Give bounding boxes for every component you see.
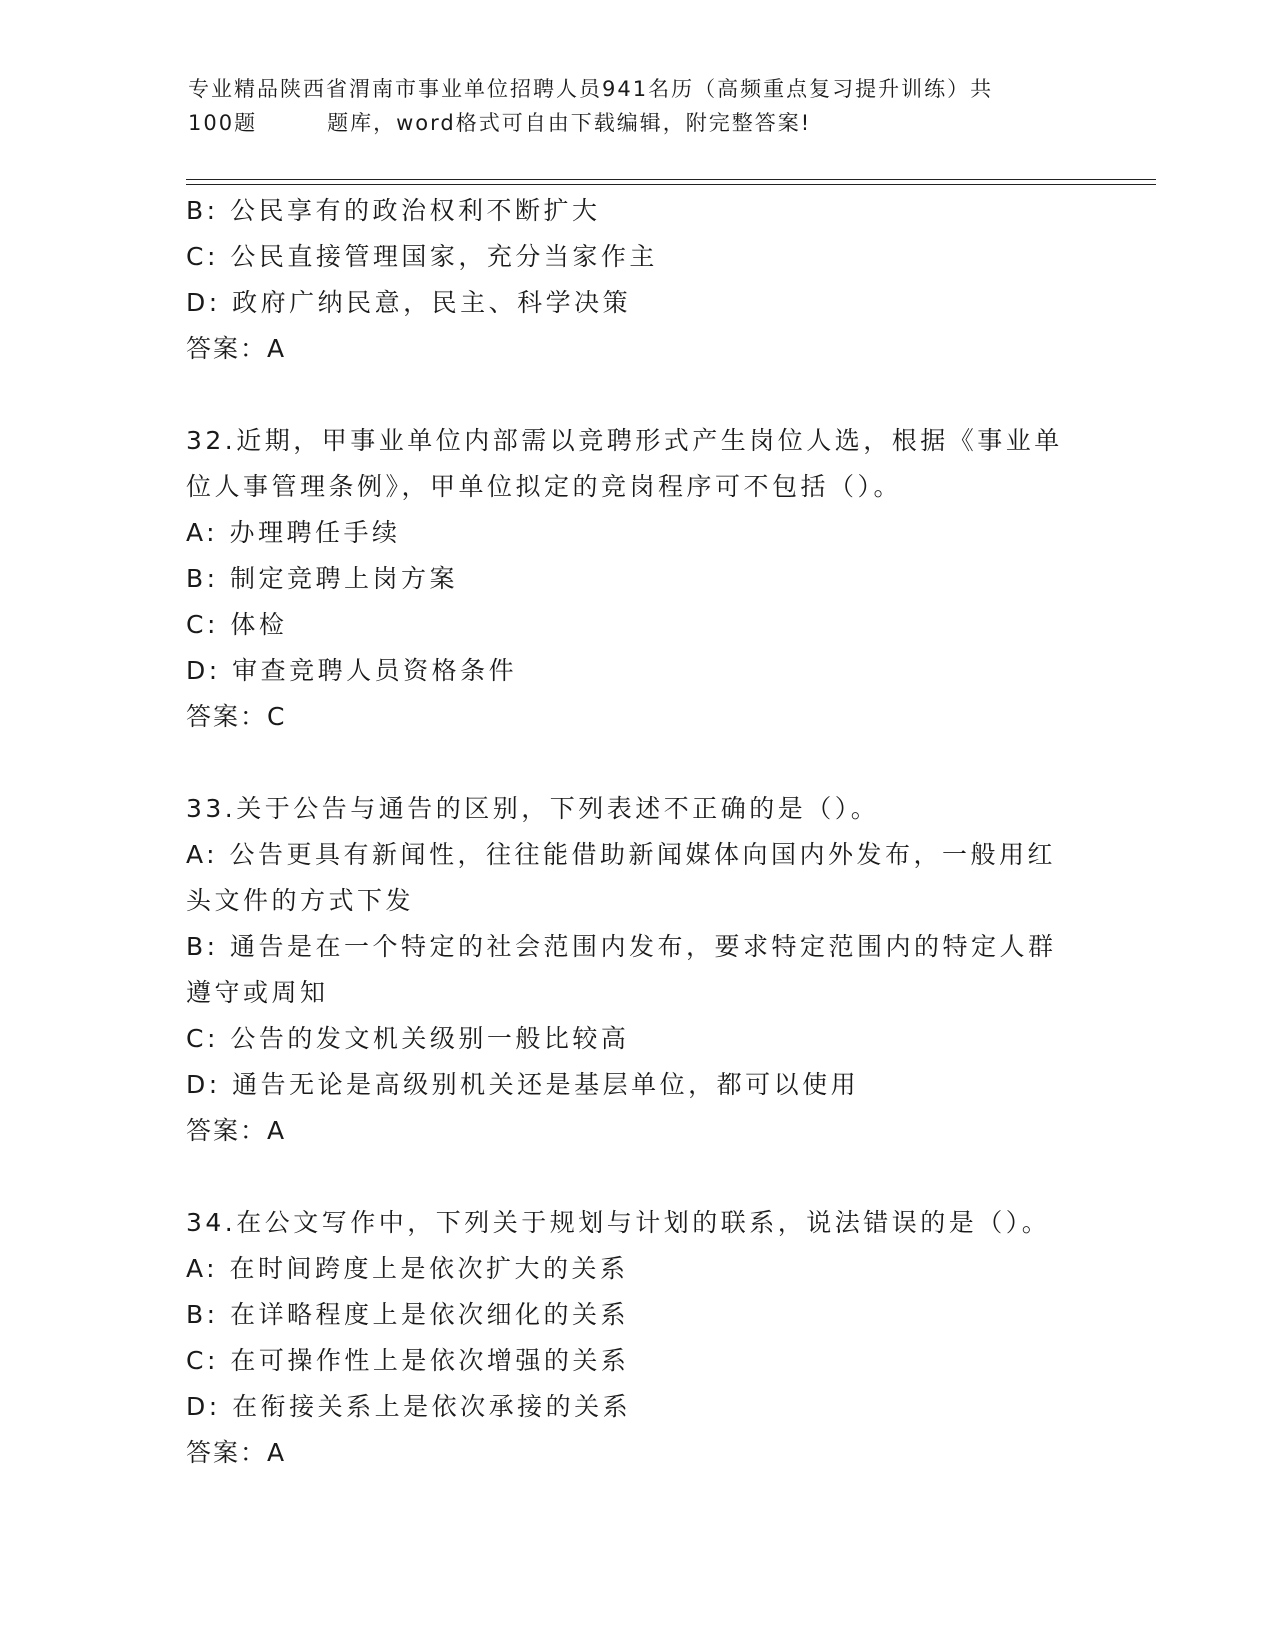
option-a: A: 在时间跨度上是依次扩大的关系 bbox=[186, 1254, 629, 1283]
spacer bbox=[186, 1154, 1086, 1200]
header-title-line1: 专业精品陕西省渭南市事业单位招聘人员941名历（高频重点复习提升训练）共 bbox=[188, 77, 994, 101]
option-b-continued: 遵守或周知 bbox=[186, 978, 329, 1007]
spacer bbox=[186, 740, 1086, 786]
option-b: B: 在详略程度上是依次细化的关系 bbox=[186, 1300, 630, 1329]
option-a-continued: 头文件的方式下发 bbox=[186, 886, 415, 915]
option-c: C: 公民直接管理国家，充分当家作主 bbox=[186, 242, 658, 271]
answer-line: 答案：A bbox=[186, 334, 287, 363]
header-subtitle: 题库，word格式可自由下载编辑，附完整答案! bbox=[327, 111, 812, 135]
answer-line: 答案：A bbox=[186, 1438, 287, 1467]
option-b: B: 通告是在一个特定的社会范围内发布，要求特定范围内的特定人群 bbox=[186, 932, 1057, 961]
question-32-stem-line1: 32.近期，甲事业单位内部需以竞聘形式产生岗位人选，根据《事业单 bbox=[186, 426, 1063, 455]
option-c: C: 在可操作性上是依次增强的关系 bbox=[186, 1346, 630, 1375]
header-divider-bottom bbox=[186, 184, 1156, 185]
spacer bbox=[186, 372, 1086, 418]
prev-question-block bbox=[186, 188, 1086, 372]
option-d: D: 在衔接关系上是依次承接的关系 bbox=[186, 1392, 632, 1421]
question-content bbox=[186, 188, 1086, 1476]
option-a: A: 公告更具有新闻性，往往能借助新闻媒体向国内外发布，一般用红 bbox=[186, 840, 1057, 869]
option-d: D: 政府广纳民意，民主、科学决策 bbox=[186, 288, 632, 317]
question-33-stem: 33.关于公告与通告的区别，下列表述不正确的是（）。 bbox=[186, 794, 880, 823]
option-c: C: 公告的发文机关级别一般比较高 bbox=[186, 1024, 630, 1053]
header-question-count: 100题 bbox=[188, 111, 258, 135]
document-header bbox=[188, 72, 1088, 140]
option-c: C: 体检 bbox=[186, 610, 288, 639]
option-a: A: 办理聘任手续 bbox=[186, 518, 401, 547]
option-d: D: 审查竞聘人员资格条件 bbox=[186, 656, 518, 685]
question-32-stem-line2: 位人事管理条例》，甲单位拟定的竞岗程序可不包括（）。 bbox=[186, 472, 903, 501]
question-34-stem: 34.在公文写作中，下列关于规划与计划的联系，说法错误的是（）。 bbox=[186, 1208, 1051, 1237]
option-b: B: 制定竞聘上岗方案 bbox=[186, 564, 459, 593]
option-b: B: 公民享有的政治权利不断扩大 bbox=[186, 196, 601, 225]
question-33-block bbox=[186, 786, 1086, 1154]
option-d: D: 通告无论是高级别机关还是基层单位，都可以使用 bbox=[186, 1070, 860, 1099]
header-title-line2 bbox=[188, 106, 1088, 140]
answer-line: 答案：A bbox=[186, 1116, 287, 1145]
answer-line: 答案：C bbox=[186, 702, 287, 731]
question-34-block bbox=[186, 1200, 1086, 1476]
question-32-block bbox=[186, 418, 1086, 740]
header-divider-top bbox=[186, 179, 1156, 180]
